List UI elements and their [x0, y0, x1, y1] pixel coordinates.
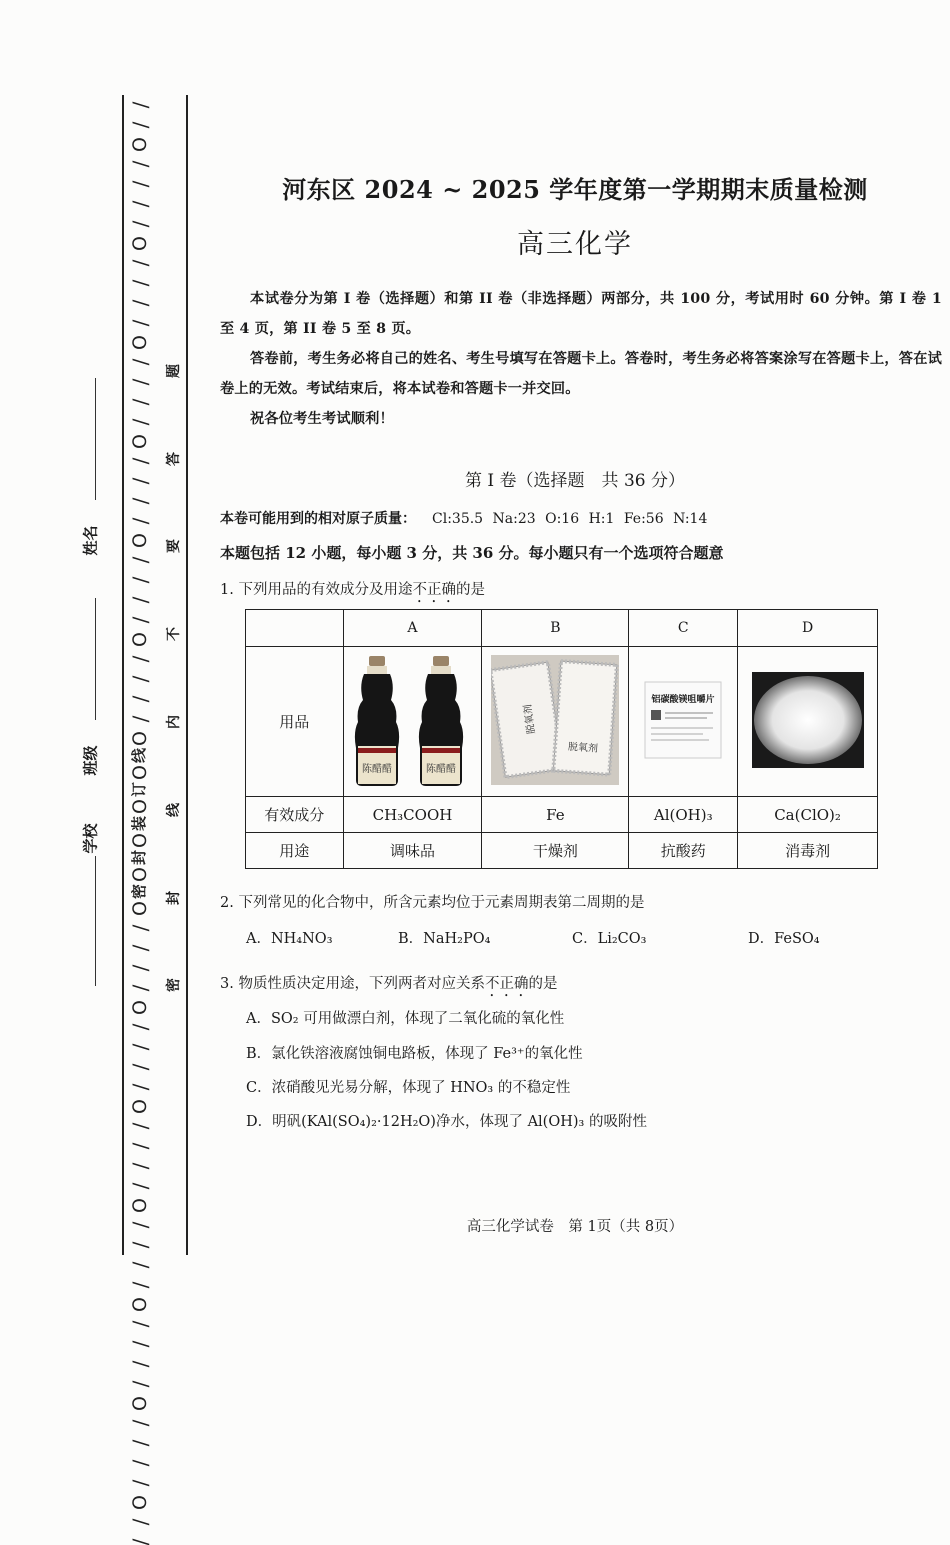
warning-char: 内 — [166, 715, 182, 729]
seal-slash: / — [128, 457, 152, 465]
deoxidizer-packets-image — [482, 647, 629, 797]
seal-slash: / — [128, 1122, 152, 1130]
seal-slash: / — [128, 1459, 152, 1467]
seal-slash: / — [128, 1538, 152, 1545]
atomic-masses-label: 本卷可能用到的相对原子质量： — [220, 511, 416, 527]
section-rule: 本题包括 12 小题，每小题 3 分，共 36 分。每小题只有一个选项符合题意 — [220, 544, 724, 562]
seal-circle: O — [128, 335, 151, 350]
table-header-cell — [246, 610, 344, 647]
bleach-powder-image — [738, 647, 878, 797]
seal-circle: O — [128, 137, 151, 152]
deoxidizer-packets-picture — [491, 655, 619, 785]
seal-slash: / — [128, 1063, 152, 1071]
vinegar-bottles-picture — [351, 652, 473, 788]
seal-slash: / — [128, 1221, 152, 1229]
seal-slash: / — [128, 924, 152, 932]
seal-circle: O — [128, 731, 151, 746]
stem-text: 的是 — [528, 976, 558, 992]
seal-slash: / — [128, 1162, 152, 1170]
seal-slash: / — [128, 418, 152, 426]
warning-char: 答 — [166, 452, 182, 466]
seal-circle: O — [128, 1000, 151, 1015]
class-field-line[interactable] — [95, 598, 96, 720]
seal-slash: / — [128, 220, 152, 228]
seal-slash: / — [128, 299, 152, 307]
instruction-paragraph: 祝各位考生考试顺利！ — [250, 411, 394, 427]
margin-line-left — [122, 95, 124, 1255]
seal-circle: O — [128, 1198, 151, 1213]
seal-char: 订 — [130, 781, 149, 798]
table-header-cell: D — [738, 610, 878, 647]
seal-slash: / — [128, 1360, 152, 1368]
warning-char: 要 — [166, 539, 182, 553]
table-row — [246, 647, 878, 797]
seal-slash: / — [128, 259, 152, 267]
table-cell: 消毒剂 — [738, 833, 878, 869]
seal-slash: / — [128, 1023, 152, 1031]
question-3-option-b: B．氯化铁溶液腐蚀铜电路板，体现了 Fe³⁺的氧化性 — [246, 1046, 583, 1062]
instruction-paragraph: 本试卷分为第 I 卷（选择题）和第 II 卷（非选择题）两部分，共 100 分，考试用时 60 分钟。第 I 卷 1 至 4 页，第 II 卷 5 至 8 页。 — [220, 291, 942, 337]
antacid-box-image — [629, 647, 738, 797]
packet-label: 脱氧剂 — [567, 741, 599, 755]
seal-circle: O — [128, 833, 151, 848]
question-2-option-b: B．NaH₂PO₄ — [398, 931, 491, 947]
seal-slash: / — [128, 1142, 152, 1150]
question-3-option-d: D．明矾(KAl(SO₄)₂·12H₂O)净水，体现了 Al(OH)₃ 的吸附性 — [246, 1114, 647, 1130]
table-cell: 抗酸药 — [629, 833, 738, 869]
seal-circle: O — [128, 901, 151, 916]
seal-slash: / — [128, 944, 152, 952]
stem-text: 3. 物质性质决定用途，下列两者对应关系 — [220, 976, 485, 992]
seal-slash: / — [128, 1479, 152, 1487]
seal-slash: / — [128, 279, 152, 287]
name-field-line[interactable] — [95, 378, 96, 500]
table-cell: Ca(ClO)₂ — [738, 797, 878, 833]
table-header-cell: C — [629, 610, 738, 647]
table-row — [246, 833, 878, 869]
instruction-paragraph: 答卷前，考生务必将自己的姓名、考生号填写在答题卡上。答卷时，考生务必将答案涂写在答题卡上，答在试卷上的无效。考试结束后，将本试卷和答题卡一并交回。 — [220, 351, 942, 397]
row-label: 用品 — [246, 647, 344, 797]
exam-instructions — [220, 284, 942, 434]
seal-slash: / — [128, 121, 152, 129]
seal-circle: O — [128, 632, 151, 647]
page-footer: 高三化学试卷 第 1页（共 8页） — [466, 1219, 684, 1235]
seal-slash: / — [128, 1380, 152, 1388]
seal-slash: / — [128, 1320, 152, 1328]
seal-circle: O — [128, 1396, 151, 1411]
table-cell: 调味品 — [343, 833, 482, 869]
atomic-masses — [220, 508, 707, 528]
seal-circle: O — [128, 434, 151, 449]
vinegar-label: 陈醋醋 — [426, 763, 457, 775]
seal-slash: / — [128, 715, 152, 723]
question-1-table — [245, 609, 878, 869]
seal-line-strip — [128, 95, 152, 1545]
stem-text: 1. 下列用品的有效成分及用途 — [220, 582, 413, 598]
seal-slash: / — [128, 964, 152, 972]
school-field-line[interactable] — [95, 856, 96, 986]
seal-slash: / — [128, 984, 152, 992]
seal-circle: O — [128, 1495, 151, 1510]
seal-circle: O — [128, 867, 151, 882]
row-label: 用途 — [246, 833, 344, 869]
seal-slash: / — [128, 1518, 152, 1526]
seal-circle: O — [128, 765, 151, 780]
vinegar-bottles-image — [343, 647, 482, 797]
seal-circle: O — [128, 533, 151, 548]
seal-char: 密 — [130, 883, 149, 900]
question-2-option-d: D．FeSO₄ — [748, 931, 820, 947]
class-label: 班级 — [81, 745, 100, 776]
seal-slash: / — [128, 596, 152, 604]
seal-slash: / — [128, 655, 152, 663]
stem-text: 的是 — [455, 582, 485, 598]
seal-slash: / — [128, 616, 152, 624]
seal-slash: / — [128, 1043, 152, 1051]
seal-char: 线 — [130, 747, 149, 764]
seal-char: 封 — [130, 849, 149, 866]
table-header-cell: B — [482, 610, 629, 647]
seal-slash: / — [128, 576, 152, 584]
question-1-stem — [220, 578, 485, 606]
school-label: 学校 — [81, 823, 100, 854]
seal-slash: / — [128, 1419, 152, 1427]
seal-slash: / — [128, 378, 152, 386]
antacid-label: 铝碳酸镁咀嚼片 — [651, 694, 715, 705]
seal-slash: / — [128, 358, 152, 366]
question-2-option-a: A．NH₄NO₃ — [246, 931, 333, 947]
bleach-powder-picture — [752, 672, 864, 768]
seal-circle: O — [128, 236, 151, 251]
seal-slash: / — [128, 517, 152, 525]
seal-slash: / — [128, 1083, 152, 1091]
packet-label: 脱氧剂 — [522, 703, 538, 735]
warning-char: 密 — [166, 978, 182, 992]
table-cell: Al(OH)₃ — [629, 797, 738, 833]
stem-emphasis: 不正确 — [484, 976, 529, 992]
margin-line-right — [186, 95, 188, 1255]
seal-circle: O — [128, 799, 151, 814]
seal-slash: / — [128, 200, 152, 208]
seal-slash: / — [128, 695, 152, 703]
section-title: 第 I 卷（选择题 共 36 分） — [465, 471, 685, 491]
table-header-cell: A — [343, 610, 482, 647]
seal-slash: / — [128, 1281, 152, 1289]
seal-char: 装 — [130, 815, 149, 832]
seal-slash: / — [128, 497, 152, 505]
exam-title: 河东区 2024 ~ 2025 学年度第一学期期末质量检测 — [282, 175, 868, 204]
seal-circle: O — [128, 1297, 151, 1312]
seal-slash: / — [128, 556, 152, 564]
seal-slash: / — [128, 180, 152, 188]
question-3-option-c: C．浓硝酸见光易分解，体现了 HNO₃ 的不稳定性 — [246, 1080, 571, 1096]
seal-slash: / — [128, 160, 152, 168]
table-cell: 干燥剂 — [482, 833, 629, 869]
seal-slash: / — [128, 477, 152, 485]
row-label: 有效成分 — [246, 797, 344, 833]
warning-char: 题 — [166, 364, 182, 378]
vinegar-label: 陈醋醋 — [362, 763, 393, 775]
table-row — [246, 797, 878, 833]
warning-char: 线 — [166, 803, 182, 817]
seal-slash: / — [128, 1241, 152, 1249]
exam-subject: 高三化学 — [517, 229, 633, 260]
seal-slash: / — [128, 319, 152, 327]
atomic-masses-values: Cl:35.5 Na:23 O:16 H:1 Fe:56 N:14 — [432, 511, 708, 527]
question-2-option-c: C．Li₂CO₃ — [572, 931, 647, 947]
table-cell: CH₃COOH — [343, 797, 482, 833]
seal-slash: / — [128, 1439, 152, 1447]
name-label: 姓名 — [81, 525, 100, 556]
warning-char: 不 — [166, 627, 182, 641]
seal-slash: / — [128, 1182, 152, 1190]
table-header-row — [246, 610, 878, 647]
seal-slash: / — [128, 101, 152, 109]
seal-slash: / — [128, 1340, 152, 1348]
seal-slash: / — [128, 675, 152, 683]
seal-slash: / — [128, 398, 152, 406]
question-2-stem: 2. 下列常见的化合物中，所含元素均位于元素周期表第二周期的是 — [220, 895, 645, 911]
seal-circle: O — [128, 1099, 151, 1114]
stem-emphasis: 不正确 — [412, 582, 456, 598]
question-3-option-a: A．SO₂ 可用做漂白剂，体现了二氧化硫的氧化性 — [246, 1011, 565, 1027]
table-cell: Fe — [482, 797, 629, 833]
warning-char: 封 — [166, 891, 182, 905]
seal-slash: / — [128, 1261, 152, 1269]
antacid-box-picture — [643, 680, 723, 760]
question-3-stem — [220, 972, 557, 1000]
